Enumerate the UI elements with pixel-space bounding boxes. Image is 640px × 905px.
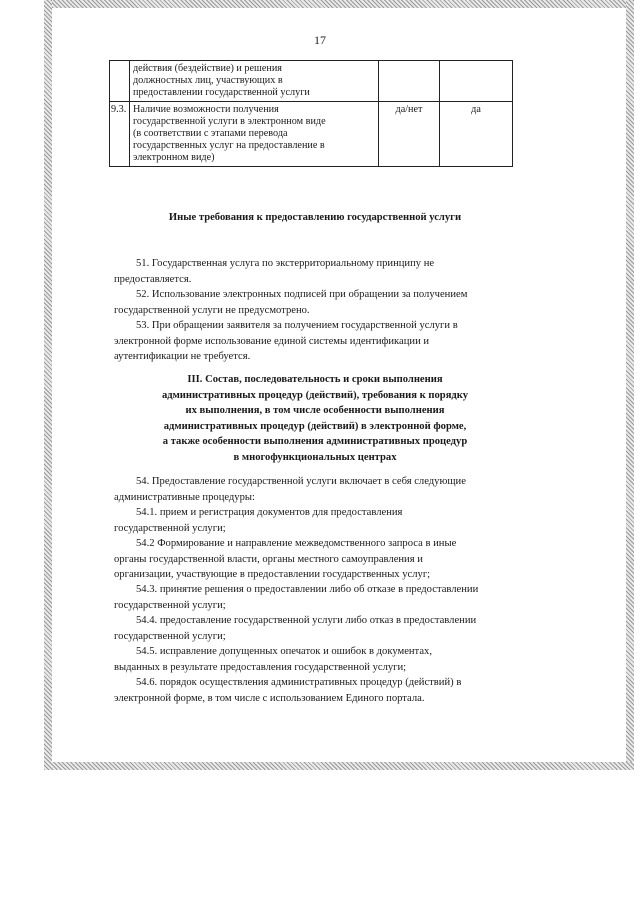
section-other-requirements-title: Иные требования к предоставлению государственной услуги [168, 212, 462, 223]
heading-line: административных процедур (действий) в электронной форме, [163, 420, 467, 432]
paragraph-line: государственной услуги не предусмотрено. [114, 304, 310, 316]
paragraph-54-4 [114, 613, 518, 644]
row-unit-cell [379, 61, 440, 102]
scan-border-right [626, 0, 634, 770]
paragraph-54-1 [114, 505, 518, 536]
heading-line: административных процедур (действий), требования к порядку [161, 389, 469, 401]
paragraph-51 [114, 256, 518, 287]
row-value-cell [440, 61, 513, 102]
cell-line: Наличие возможности получения [133, 104, 279, 115]
section-three-title [110, 372, 520, 465]
paragraph-line: органы государственной власти, органы местного самоуправления и [114, 553, 423, 565]
paragraph-54-3 [114, 582, 518, 613]
heading-line: а также особенности выполнения административных процедур [162, 436, 468, 447]
row-number-cell: 9.3. [110, 102, 130, 167]
paragraph-line: 54.4. предоставление государственной услуги либо отказ в предоставлении [136, 615, 477, 626]
paragraph-line: административные процедуры: [114, 491, 255, 503]
paragraph-line: организации, участвующие в предоставлении государственных услуг; [114, 569, 431, 580]
paragraph-line: электронной форме, в том числе с использованием Единого портала. [114, 692, 425, 704]
paragraph-line: 51. Государственная услуга по экстерриториальному принципу не [136, 258, 435, 269]
requirements-table [109, 60, 513, 167]
paragraph-line: государственной услуги; [114, 630, 226, 642]
cell-line: предоставлении государственной услуги [133, 87, 310, 98]
paragraph-line: 52. Использование электронных подписей при обращении за получением [136, 289, 468, 300]
cell-line: действия (бездействие) и решения [133, 63, 282, 74]
scan-border-bottom [44, 762, 634, 770]
paragraph-line: 54.5. исправление допущенных опечаток и ошибок в документах, [136, 646, 432, 657]
paragraph-52 [114, 287, 518, 318]
cell-line: государственных услуг на предоставление в [133, 140, 325, 151]
paragraph-line: предоставляется. [114, 273, 192, 285]
paragraph-line: аутентификации не требуется. [114, 351, 251, 362]
scan-border-top [44, 0, 634, 8]
page-number: 17 [314, 33, 326, 47]
paragraph-54-6 [114, 675, 518, 706]
row-text-cell [130, 61, 379, 102]
paragraph-line: 54.3. принятие решения о предоставлении либо об отказе в предоставлении [136, 584, 479, 595]
paragraph-line: 54.6. порядок осуществления административных процедур (действий) в [136, 677, 462, 688]
row-text-cell [130, 102, 379, 167]
table-row [110, 102, 513, 167]
paragraph-line: государственной услуги; [114, 599, 226, 611]
paragraph-line: 53. При обращении заявителя за получением государственной услуги в [136, 320, 458, 331]
paragraph-line: 54. Предоставление государственной услуги включает в себя следующие [136, 476, 466, 487]
row-value-cell: да [440, 102, 513, 167]
scan-border-left [44, 0, 52, 770]
paragraph-line: государственной услуги; [114, 522, 226, 534]
cell-line: должностных лиц, участвующих в [133, 75, 283, 86]
cell-line: электронном виде) [133, 152, 215, 163]
table-row [110, 61, 513, 102]
paragraph-54-2 [114, 536, 518, 583]
cell-line: государственной услуги в электронном виде [133, 116, 326, 127]
heading-line: в многофункциональных центрах [233, 451, 397, 463]
cell-line: (в соответствии с этапами перевода [133, 128, 288, 139]
paragraph-line: электронной форме использование единой системы идентификации и [114, 335, 430, 347]
row-unit-cell: да/нет [379, 102, 440, 167]
paragraph-54-5 [114, 644, 518, 675]
paragraph-line: 54.2 Формирование и направление межведомственного запроса в иные [136, 538, 457, 549]
paragraph-54 [114, 474, 518, 505]
paragraph-53 [114, 318, 518, 365]
row-number-cell [110, 61, 130, 102]
paragraph-line: выданных в результате предоставления государственной услуги; [114, 661, 407, 673]
paragraph-line: 54.1. прием и регистрация документов для предоставления [136, 507, 403, 518]
heading-line: их выполнения, в том числе особенности выполнения [185, 405, 445, 416]
heading-line: III. Состав, последовательность и сроки выполнения [187, 374, 443, 385]
